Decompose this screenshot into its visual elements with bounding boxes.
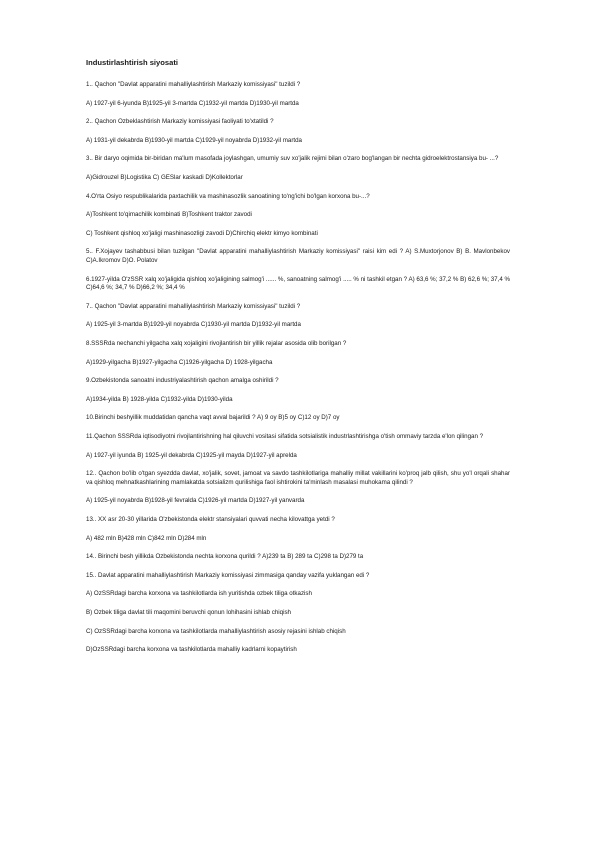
document-line: A) 1925-yil noyabrda B)1928-yil fevralda C)1926-yil martda D)1927-yil yanvarda [86, 497, 305, 505]
document-line: 5.. F.Xojayev tashabbusi bilan tuzilgan "Davlat apparatini mahalliylashtirish Markaziy komissiyasi" raisi kim edi ? A) S.Muxtorjonov B) B. Mavlonbekov C)A.Ikromov D)O. Polatov [86, 248, 510, 265]
document-line: 9.Ozbekistonda sanoatni industriyalashtirish qachon amalga oshirildi ? [86, 377, 279, 385]
document-line: 10.Birinchi beshyillik muddatidan qancha vaqt avval bajarildi ? A) 9 oy B)5 oy C)12 oy D)7 oy [86, 414, 340, 422]
document-line: 14.. Birinchi besh yillikda Ozbekistonda nechta korxona qurildi ? A)239 ta B) 289 ta C)298 ta D)279 ta [86, 553, 364, 561]
document-line: 8.SSSRda nechanchi yilgacha xalq xojaligini rivojlantirish bir yillik rejalar asosida olib borilgan ? [86, 340, 347, 348]
document-line: 3.. Bir daryo oqimida bir-biridan ma'lum masofada joylashgan, umumiy suv xo'jalik rejimi bilan o'zaro bog'langan bir nechta gidroelektrostansiya bu- ...? [86, 155, 499, 163]
document-line: 2.. Qachon Ozbeklashtirish Markaziy komissiyasi faoliyati to'xtatildi ? [86, 118, 274, 126]
document-line: 4.O'rta Osiyo respublikalarida paxtachilik va mashinasozlik sanoatining to'ng'ichi bo'lgan korxona bu-...? [86, 192, 370, 200]
document-line: A) 1931-yil dekabrda B)1930-yil martda C)1929-yil noyabrda D)1932-yil martda [86, 136, 302, 144]
document-line: A)Gidrouzel B)Logistika C) GESlar kaskadi D)Kollektorlar [86, 174, 243, 182]
document-line: 1.. Qachon "Davlat apparatini mahalliylashtirish Markaziy komissiyasi" tuzildi ? [86, 81, 301, 89]
document-line: 12.. Qachon bo'lib o'tgan syezdda davlat, xo'jalik, sovet, jamoat va savdo tashkilotlariga mahalliy millat vakillarini ko'proq jalb qilish, shu yo'l orqali shahar va qishloq mehnatkashlarining mamlakatda sotsializm qurilishiga faol ishtirokini ta'minlash masalasi muhokama qilindi ? [86, 470, 510, 486]
document-line: A) 1925-yil 3-martda B)1929-yil noyabrda C)1930-yil martda D)1932-yil martda [86, 321, 301, 329]
document-line: A) 482 mln B)428 mln C)842 mln D)284 mln [86, 534, 207, 542]
document-line: C) OzSSRdagi barcha korxona va tashkilotlarda mahalliylashtirish asosiy rejasini ishlab chiqish [86, 627, 346, 635]
document-line: A)Toshkent to'qimachilik kombinati B)Toshkent traktor zavodi [86, 211, 252, 219]
document-line: 7.. Qachon "Davlat apparatini mahalliylashtirish Markaziy komissiyasi" tuzildi ? [86, 302, 301, 310]
document-line: 15.. Davlat apparatini mahalliylashtirish Markaziy komissiyasi zimmasiga qanday vazifa yuklangan edi ? [86, 571, 370, 579]
document-line: D)OzSSRdagi barcha korxona va tashkilotlarda mahalliy kadrlarni kopaytirish [86, 646, 297, 654]
document-line: 11.Qachon SSSRda iqtisodiyotni rivojlantirishning hal qiluvchi vositasi sifatida sotsialistik industrlashtirishga o'tish ommaviy tarzda e'lon qilingan ? [86, 432, 484, 440]
document-line: B) Ozbek tiliga davlat tili maqomini beruvchi qonun lohihasini ishlab chiqish [86, 608, 291, 616]
document-line: A)1934-yilda B) 1928-yilda C)1932-yilda D)1930-yilda [86, 395, 233, 403]
document-line: 13.. XX asr 20-30 yillarida O'zbekistonda elektr stansiyalari quvvati necha kilovattga yetdi ? [86, 515, 335, 523]
document-line: A) 1927-yil 6-iyunda B)1925-yil 3-martda C)1932-yil martda D)1930-yil martda [86, 99, 299, 107]
document-line: C) Toshkent qishloq xo'jaligi mashinasozligi zavodi D)Chirchiq elektr kimyo kombinati [86, 229, 318, 237]
document-line: A) 1927-yil iyunda B) 1925-yil dekabrda C)1925-yil mayda D)1927-yil aprelda [86, 451, 297, 459]
document-line: A) OzSSRdagi barcha korxona va tashkilotlarda ish yuritishda ozbek tiliga otkazish [86, 590, 312, 598]
document-page [86, 58, 510, 665]
question-list [86, 81, 510, 655]
document-line: A)1929-yilgacha B)1927-yilgacha C)1926-yilgacha D) 1928-yilgacha [86, 358, 273, 366]
page-title: Industirlashtirish siyosati [86, 58, 178, 67]
document-line: 6.1927-yilda O'zSSR xalq xo'jaligida qishloq xo'jaligining salmog'i ...... %, sanoatning salmog'i ..... % ni tashkil etgan ? A) 63,6 %; 37,2 % B) 62,6 %; 37,4 % C)64,6 %; 34,7 % D)66,2 %; 34,4 % [86, 275, 510, 292]
